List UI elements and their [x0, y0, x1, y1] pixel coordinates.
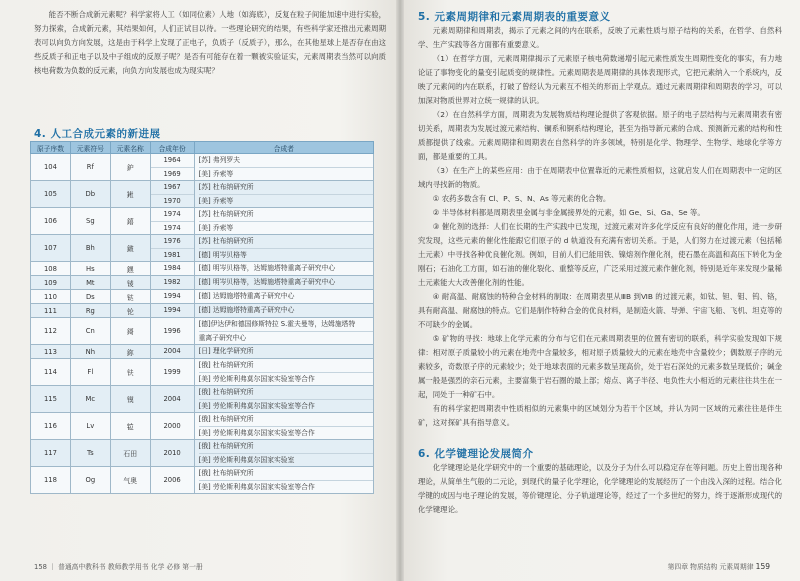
table-row: [31, 276, 374, 290]
synthesizer-value: [美] 乔索等: [199, 221, 373, 234]
cell-atomic-number: 114: [31, 359, 71, 386]
section-5-items: [418, 52, 782, 402]
cell-name: 鉨: [110, 345, 150, 359]
synthesizer-value: [俄] 杜布纳研究所: [198, 469, 254, 477]
synthesizer-value: [美] 乔索等: [199, 194, 373, 207]
cell-name: 气奥: [110, 467, 150, 494]
cell-synthesizer: [194, 318, 373, 345]
cell-atomic-number: 110: [31, 290, 71, 304]
table-row: [31, 290, 374, 304]
book-gutter: [396, 0, 404, 581]
cell-name: 𨭆: [110, 262, 150, 276]
cell-symbol: Og: [70, 467, 110, 494]
cell-year: [150, 386, 194, 413]
year-value: 1974: [163, 210, 181, 218]
cell-year: [150, 304, 194, 318]
cell-year: [150, 318, 194, 345]
table-row: [31, 318, 374, 345]
synthesizer-value: [德] 达姆施塔特重离子研究中心: [198, 306, 295, 314]
synthesizer-value: [美] 劳伦斯利弗莫尔国家实验室等合作: [199, 372, 373, 385]
cell-name: 𫟷: [110, 413, 150, 440]
cell-atomic-number: 116: [31, 413, 71, 440]
table-row: [31, 467, 374, 494]
cell-atomic-number: 113: [31, 345, 71, 359]
cell-symbol: Db: [70, 181, 110, 208]
cell-name: 𬬭: [110, 304, 150, 318]
year-value: 1981: [151, 248, 194, 261]
section-5-item: ④ 耐高温、耐腐蚀的特种合金材料的制取：在周期表里从ⅢB 到ⅥB 的过渡元素，如钛、钽、钼、钨、铬，具有耐高温、耐腐蚀的特点。它们是制作特种合金的优良材料，是制造火箭、导弹、宇宙飞船、飞机、坦克等的不可缺少的金属。: [418, 292, 782, 329]
synthesizer-value: [俄] 杜布纳研究所: [198, 442, 254, 450]
cell-synthesizer: [194, 304, 373, 318]
header-atomic-number: 原子序数: [31, 142, 71, 154]
cell-year: [150, 413, 194, 440]
section-5-item: ① 农药多数含有 Cl、P、S、N、As 等元素的化合物。: [432, 194, 611, 203]
year-value: 1970: [151, 194, 194, 207]
cell-atomic-number: 108: [31, 262, 71, 276]
cell-year: [150, 345, 194, 359]
cell-year: [150, 235, 194, 262]
cell-year: [150, 208, 194, 235]
cell-year: [150, 359, 194, 386]
synthesizer-value: [苏] 杜布纳研究所: [198, 237, 254, 245]
section-5-title: 5. 元素周期律和元素周期表的重要意义: [418, 11, 611, 23]
table-row: [31, 304, 374, 318]
cell-atomic-number: 112: [31, 318, 71, 345]
table-row: [31, 386, 374, 413]
cell-atomic-number: 109: [31, 276, 71, 290]
section-5: [418, 9, 782, 430]
cell-symbol: Fl: [70, 359, 110, 386]
cell-atomic-number: 111: [31, 304, 71, 318]
table-row: [31, 359, 374, 386]
cell-symbol: Sg: [70, 208, 110, 235]
cell-year: [150, 440, 194, 467]
year-value: 2004: [163, 347, 181, 355]
table-row: [31, 413, 374, 440]
cell-year: [150, 262, 194, 276]
cell-name: 石田: [110, 440, 150, 467]
year-value: 2006: [163, 475, 181, 484]
header-year: 合成年份: [150, 142, 194, 154]
cell-symbol: Rf: [70, 154, 110, 181]
cell-name: 𨨏: [110, 235, 150, 262]
year-value: 1999: [163, 367, 181, 376]
cell-atomic-number: 105: [31, 181, 71, 208]
cell-synthesizer: [194, 413, 373, 440]
section-5-item: （1）在哲学方面，元素周期律揭示了元素原子核电荷数递增引起元素性质发生周期性变化的事实，有力地论证了事物变化的量变引起质变的规律性。元素周期表是周期律的具体表现形式，它把元素纳入一个系统内，反映了元素间的内在联系，打破了曾经认为元素互不相关的形而上学观点。通过元素周期律和周期表的学习，可以加深对物质世界对立统一规律的认识。: [418, 54, 782, 105]
cell-name: 鎶: [110, 318, 150, 345]
cell-year: [150, 467, 194, 494]
cell-year: [150, 154, 194, 181]
year-value: 1967: [163, 183, 181, 191]
cell-atomic-number: 107: [31, 235, 71, 262]
synthesizer-value: [美] 劳伦斯利弗莫尔国家实验室等合作: [199, 426, 373, 439]
header-synthesizer: 合成者: [194, 142, 373, 154]
intro-paragraph: 能否不断合成新元素呢？科学家将人工（如同位素）人地（如海底），反复在粒子间能加速中进行实验，努力探索，合成新元素，其结果如何，人们正试目以待。一些理论研究的结果，有些科学家还推出元素周期表可以向负方向发展，这是由于科学上发现了正电子，负质子（反质子），那么，在其他星球上是否存在由这些反质子和正电子以及中子组成的反原子呢？是否有可能存在着一颗被实验证实，元素周期表当然可以向质核电荷数为负数的反元素，向负方向发展也成为现实呢？: [34, 10, 386, 75]
year-value: 1982: [163, 278, 181, 286]
cell-synthesizer: [194, 181, 373, 208]
header-name: 元素名称: [110, 142, 150, 154]
cell-synthesizer: [194, 440, 373, 467]
cell-synthesizer: [194, 345, 373, 359]
synthesizer-value: [美] 劳伦斯利弗莫尔国家实验室等合作: [199, 480, 373, 493]
cell-year: [150, 276, 194, 290]
cell-year: [150, 181, 194, 208]
section-5-item: （2）在自然科学方面，周期表为发展物质结构理论提供了客观依据。原子的电子层结构与元素周期表有密切关系，周期表为发展过渡元素结构、镧系和锕系结构理论，甚至为指导新元素的合成、预测新元素的结构和性质都提供了线索。元素周期律和周期表在自然科学的许多领域，特别是化学、物理学、生物学、地球化学等方面，都是重要的工具。: [418, 110, 782, 161]
cell-name: 𨧀: [110, 181, 150, 208]
cell-name: 𫟼: [110, 290, 150, 304]
year-value: 1994: [163, 292, 181, 300]
cell-symbol: Mc: [70, 386, 110, 413]
right-footer-label: 第四章 物质结构 元素周期律: [667, 563, 754, 571]
year-value: 1974: [151, 221, 194, 234]
year-value: 1964: [163, 156, 181, 164]
table-row: [31, 208, 374, 235]
synthesizer-value: [美] 劳伦斯利弗莫尔国家实验室等合作: [199, 399, 373, 412]
year-value: 2004: [163, 394, 181, 403]
synthesizer-value: [日] 理化学研究所: [198, 347, 254, 355]
year-value: 1969: [151, 167, 194, 180]
synthesizer-value: 重离子研究中心: [199, 331, 373, 344]
synthesizer-value: [苏] 杜布纳研究所: [198, 210, 254, 218]
table-row: [31, 262, 374, 276]
cell-name: 𫓧: [110, 359, 150, 386]
cell-atomic-number: 117: [31, 440, 71, 467]
synthesizer-value: [俄] 杜布纳研究所: [198, 361, 254, 369]
cell-atomic-number: 118: [31, 467, 71, 494]
cell-name: 鿏: [110, 276, 150, 290]
synthesis-table: [30, 141, 374, 494]
synthesizer-value: [美] 劳伦斯利弗莫尔国家实验室: [199, 453, 373, 466]
section-6: [418, 446, 782, 517]
cell-symbol: Ts: [70, 440, 110, 467]
right-page: [400, 0, 800, 581]
cell-synthesizer: [194, 154, 373, 181]
synthesizer-value: [美] 乔索等: [199, 167, 373, 180]
left-footer: [34, 561, 203, 571]
cell-synthesizer: [194, 235, 373, 262]
synthesizer-value: [俄] 杜布纳研究所: [198, 388, 254, 396]
synthesizer-value: [苏] 杜布纳研究所: [198, 183, 254, 191]
left-footer-text: 158 ｜ 普通高中教科书 教师教学用书 化学 必修 第一册: [34, 563, 203, 571]
cell-synthesizer: [194, 276, 373, 290]
synthesizer-value: [德] 明岑贝格等，达姆施塔特重离子研究中心: [198, 264, 336, 272]
table-row: [31, 235, 374, 262]
table-row: [31, 440, 374, 467]
section-5-intro: 元素周期律和周期表，揭示了元素之间的内在联系，反映了元素性质与原子结构的关系，在哲学、自然科学、生产实践等各方面都有重要意义。: [418, 26, 782, 49]
section-5-item: ⑤ 矿物的寻找：地球上化学元素的分布与它们在元素周期表里的位置有密切的联系，科学实验发现如下规律：相对原子质量较小的元素在地壳中含量较多，相对原子质量较大的元素在地壳中含量较少；偶数原子序的元素较多，奇数原子序的元素较少；处于地球表面的元素多数呈现高价，处于岩石深处的元素多数呈现低价；碱金属一般是强烈的亲石元素，主要富集于岩石圈的最上部；熔点、离子半径、电负性大小相近的元素往往共生在一起，同处于一种矿石中。: [418, 334, 782, 399]
section-5-item: ② 半导体材料都是周期表里金属与非金属接界处的元素，如 Ge、Si、Ga、Se 等。: [432, 208, 705, 217]
header-symbol: 元素符号: [70, 142, 110, 154]
year-value: 2000: [163, 421, 181, 430]
synthesizer-value: [苏] 弗列罗夫: [198, 156, 241, 164]
year-value: 1994: [163, 306, 181, 314]
cell-symbol: Bh: [70, 235, 110, 262]
cell-symbol: Ds: [70, 290, 110, 304]
table-header-row: [31, 142, 374, 154]
table-row: [31, 345, 374, 359]
cell-year: [150, 290, 194, 304]
right-footer: [668, 561, 770, 571]
synthesizer-value: [德] 明岑贝格等，达姆施塔特重离子研究中心: [198, 278, 336, 286]
synthesizer-value: [德] 达姆施塔特重离子研究中心: [198, 292, 295, 300]
synthesizer-value: [德]伊达伊和德国修斯特拉 S.霍夫曼等，达姆施塔特: [198, 320, 356, 328]
cell-synthesizer: [194, 208, 373, 235]
cell-synthesizer: [194, 262, 373, 276]
table-body: [31, 154, 374, 494]
section-4-title: 4. 人工合成元素的新进展: [34, 128, 161, 140]
cell-synthesizer: [194, 290, 373, 304]
synthesizer-value: [德] 明岑贝格等: [199, 248, 373, 261]
section-5-item: （3）在生产上的某些应用：由于在周期表中位置靠近的元素性质相似，这就启发人们在周期表中一定的区域内寻找新的物质。: [418, 166, 782, 189]
section-6-title: 6. 化学键理论发展简介: [418, 448, 534, 460]
cell-atomic-number: 106: [31, 208, 71, 235]
cell-synthesizer: [194, 467, 373, 494]
year-value: 1984: [163, 264, 181, 272]
synthesizer-value: [俄] 杜布纳研究所: [198, 415, 254, 423]
cell-synthesizer: [194, 386, 373, 413]
cell-atomic-number: 115: [31, 386, 71, 413]
year-value: 2010: [163, 448, 181, 457]
cell-name: 镆: [110, 386, 150, 413]
cell-symbol: Lv: [70, 413, 110, 440]
cell-symbol: Nh: [70, 345, 110, 359]
cell-symbol: Mt: [70, 276, 110, 290]
table-row: [31, 154, 374, 181]
cell-symbol: Hs: [70, 262, 110, 276]
cell-symbol: Rg: [70, 304, 110, 318]
table-row: [31, 181, 374, 208]
right-page-number: 159: [755, 562, 770, 571]
cell-name: 𨭎: [110, 208, 150, 235]
section-6-body: 化学键理论是化学研究中的一个重要的基础理论，以及分子为什么可以稳定存在等问题。历史上曾出现各种理论，从简单生气般的二元论，到现代的量子化学理论，化学键理论的发展经历了一个由浅入深的过程。结合化学键的成因与电子理论的发展，等价键理论、分子轨道理论等，经过了一个多世纪的努力，终于逐渐形成现代的化学键理论。: [418, 463, 782, 514]
year-value: 1976: [163, 237, 181, 245]
year-value: 1996: [163, 326, 181, 335]
cell-synthesizer: [194, 359, 373, 386]
section-5-item: ③ 催化剂的选择：人们在长期的生产实践中已发现，过渡元素对许多化学反应有良好的催化作用，进一步研究发现，这些元素的催化性能跟它们原子的 d 轨道没有充满有密切关系。于是，人们努力在过渡元素（包括稀土元素）中寻找各种优良催化剂。例如，目前人们已能用铁、镍熔剂作催化剂，使石墨在高温和高压下转化为金刚石；石油化工方面，如石油的催化裂化、重整等反应，广泛采用过渡元素作催化剂，特别是近年来发现少量稀土元素能大大改善催化剂的性能。: [418, 222, 782, 287]
cell-symbol: Cn: [70, 318, 110, 345]
cell-name: 鈩: [110, 154, 150, 181]
section-5-tail: 有的科学家把周期表中性质相似的元素集中的区域划分为若干个区域，并认为同一区域的元素往往是伴生矿，这对探矿具有指导意义。: [418, 404, 782, 427]
cell-atomic-number: 104: [31, 154, 71, 181]
